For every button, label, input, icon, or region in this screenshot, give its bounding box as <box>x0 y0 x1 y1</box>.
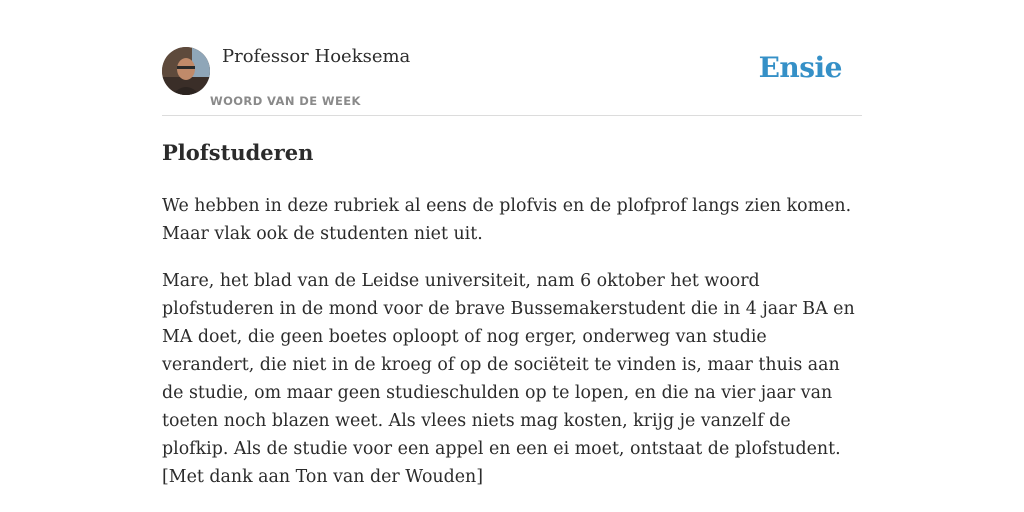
author-name[interactable]: Professor Hoeksema <box>222 46 411 67</box>
article-paragraph: Mare, het blad van de Leidse universiteit, nam 6 oktober het woord plofstuderen in de mond voor de brave Bussemakerstudent die in 4 jaar BA en MA doet, die geen boetes oploopt of nog erger, onderweg van studie verandert, die niet in de kroeg of op de sociëteit te vinden is, maar thuis aan de studie, om maar geen studieschulden op te lopen, en die na vier jaar van toeten noch blazen weet. Als vlees niets mag kosten, krijg je vanzelf de plofkip. Als de studie voor een appel en een ei moet, ontstaat de plofstudent. [Met dank aan Ton van der Wouden] <box>162 271 855 487</box>
article-paragraph: We hebben in deze rubriek al eens de plofvis en de plofprof langs zien komen. Maar vlak ook de studenten niet uit. <box>162 196 852 244</box>
article-body <box>162 192 862 510</box>
article-title: Plofstuderen <box>162 140 314 165</box>
author-photo-icon <box>162 47 210 95</box>
article-header <box>162 0 862 116</box>
article-card <box>162 0 862 512</box>
brand-logo[interactable]: Ensie <box>758 51 842 84</box>
author-avatar[interactable] <box>162 47 210 95</box>
section-label: WOORD VAN DE WEEK <box>210 94 361 108</box>
